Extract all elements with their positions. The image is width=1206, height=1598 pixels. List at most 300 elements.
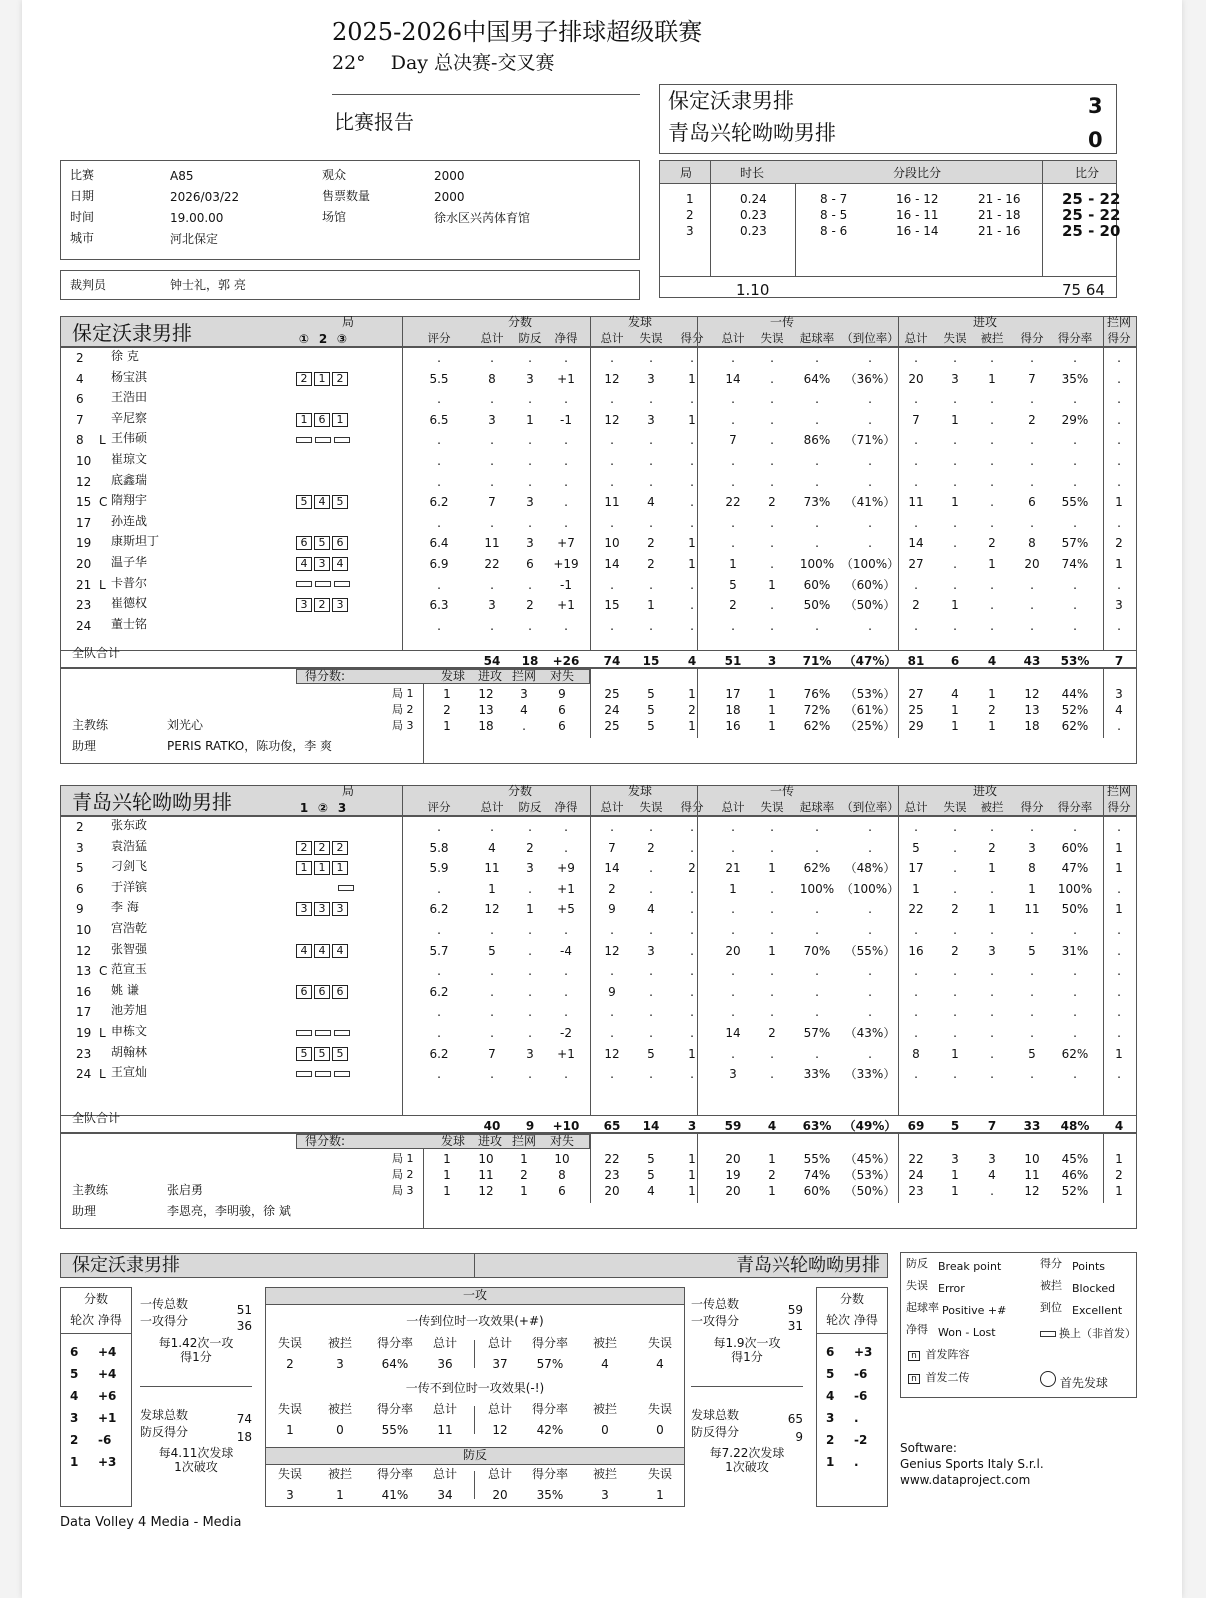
stat-cell: 1 — [768, 577, 776, 592]
stat-cell: +7 — [557, 536, 575, 551]
set-row-cell: 23 — [908, 1184, 924, 1198]
report-heading: 比赛报告 — [334, 110, 414, 134]
set-row-cell: 27 — [908, 687, 924, 701]
mid-value: 64% — [381, 1357, 409, 1371]
mid-head: 被拦 — [327, 1467, 352, 1481]
stat-cell: . — [953, 923, 957, 937]
stat-cell: . — [610, 577, 614, 592]
player-name: 董士铭 — [111, 616, 148, 631]
set-row-cell: 1 — [520, 1152, 528, 1166]
set-row-cell: 10 — [478, 1152, 494, 1166]
stat-cell: 2 — [951, 902, 959, 917]
referee-label: 裁判员 — [70, 278, 107, 292]
fp-value: 31 — [787, 1319, 803, 1333]
set-row-cell: 18 — [478, 719, 494, 733]
stat-cell: 5 — [1028, 943, 1036, 958]
stat-cell: . — [914, 351, 918, 365]
set-row-cell: 52% — [1061, 703, 1089, 717]
player-name: 隋翔宇 — [111, 493, 148, 508]
set-row-cell: 74% — [803, 1168, 831, 1182]
mid-head: 得分率 — [376, 1336, 413, 1350]
total-cell: 7 — [1114, 654, 1124, 668]
legend-value: Points — [1072, 1260, 1106, 1273]
total-cell: 59 — [724, 1119, 742, 1133]
set-row-cell: 1 — [768, 703, 776, 717]
stat-cell: . — [990, 1005, 994, 1020]
stat-cell: . — [914, 923, 918, 937]
stat-cell: 5.5 — [429, 371, 449, 386]
stat-cell: 11 — [604, 495, 620, 510]
stat-cell: . — [690, 433, 694, 448]
rotation-number: 2 — [70, 1433, 79, 1447]
position-box: 2 — [296, 841, 312, 855]
tickets-sold: 2000 — [434, 190, 465, 204]
set-row-cell: 55% — [803, 1152, 831, 1166]
stat-cell: 1 — [988, 557, 996, 571]
stat-cell: . — [1117, 515, 1121, 530]
stat-cell: 3 — [1115, 598, 1123, 613]
total-label: 全队合计 — [72, 1111, 121, 1125]
set-row-cell: 1 — [768, 719, 776, 733]
stat-cell: 5.7 — [429, 943, 449, 958]
set-row-cell: 18 — [1024, 719, 1040, 733]
stat-cell: . — [490, 433, 494, 448]
set-row-cell: 46% — [1061, 1168, 1089, 1182]
stat-cell: 3 — [526, 1046, 534, 1061]
player-name: 申栋文 — [111, 1024, 148, 1038]
stat-cell: 1 — [912, 881, 920, 896]
stat-cell: . — [990, 820, 994, 834]
stat-cell: . — [564, 392, 568, 407]
set-row-cell: . — [1117, 719, 1121, 733]
stat-cell: . — [1117, 943, 1121, 958]
player-name: 王伟硕 — [111, 431, 148, 446]
stat-cell: . — [953, 351, 957, 365]
stat-cell: . — [868, 840, 872, 855]
total-rule — [60, 650, 1137, 651]
col-subhead: 总计 — [904, 800, 928, 814]
starting-positions — [296, 1066, 353, 1080]
mid-value: 55% — [381, 1423, 409, 1437]
stat-cell: . — [564, 820, 568, 834]
position-box: 6 — [332, 985, 348, 999]
stat-cell: . — [815, 454, 819, 468]
stat-cell: . — [564, 840, 568, 855]
set-score: 25 - 20 — [1062, 222, 1121, 240]
software-url: www.dataproject.com — [900, 1473, 1031, 1487]
stat-cell: 1 — [1115, 840, 1123, 855]
rotation-number: 4 — [826, 1389, 835, 1403]
starting-positions — [296, 984, 350, 999]
position-box: 4 — [332, 944, 348, 958]
side-rule — [140, 1386, 252, 1387]
total-cell: 4 — [987, 654, 997, 668]
stat-cell: +19 — [553, 557, 579, 571]
info-label: 观众 — [322, 168, 347, 182]
player-number: 2 — [76, 820, 84, 834]
rotation-net: +4 — [98, 1367, 117, 1381]
set-partial-1: 8 - 7 — [820, 192, 848, 206]
stat-cell: . — [690, 902, 694, 917]
mid-head: 被拦 — [592, 1402, 617, 1416]
start-legend — [906, 1348, 970, 1362]
fa-label: 一传总数 — [691, 1297, 740, 1311]
set-row-cell: 10 — [554, 1152, 570, 1166]
stat-cell: 1 — [768, 943, 776, 958]
info-label: 日期 — [70, 189, 95, 203]
sets-sub-head: 对失 — [549, 1134, 574, 1148]
player-number: 19 — [76, 536, 92, 551]
stat-cell: . — [770, 557, 774, 571]
referee-names: 钟士礼，郭 亮 — [170, 278, 246, 292]
rotation-number: 1 — [826, 1455, 835, 1469]
stat-cell: . — [1030, 964, 1034, 979]
stat-cell: 1 — [1115, 861, 1123, 876]
set-marks — [296, 800, 353, 816]
stat-cell: . — [649, 861, 653, 876]
stat-cell: 3 — [526, 861, 534, 876]
match-day: 22° Day 总决赛-交叉赛 — [332, 52, 555, 74]
set-mark: 2 — [318, 332, 328, 346]
mid-head: 失误 — [647, 1336, 672, 1350]
stat-cell: . — [914, 433, 918, 448]
stat-cell: . — [731, 902, 735, 917]
stat-cell: （60%） — [844, 577, 896, 592]
stat-cell: 35% — [1061, 371, 1089, 386]
stat-cell: . — [437, 454, 441, 468]
stat-cell: . — [528, 351, 532, 365]
stat-cell: . — [610, 1067, 614, 1082]
stat-cell: . — [437, 515, 441, 530]
stat-cell: . — [437, 964, 441, 979]
first-serve-text: 首先发球 — [1059, 1376, 1108, 1390]
stat-cell: . — [610, 454, 614, 468]
stat-cell: 7 — [488, 495, 496, 510]
stat-cell: . — [649, 392, 653, 407]
mid-value: 35% — [536, 1488, 564, 1502]
legend-value: Excellent — [1072, 1304, 1123, 1317]
position-box: 3 — [314, 902, 330, 916]
stat-cell: 3 — [647, 943, 655, 958]
stat-cell: . — [490, 618, 494, 633]
stat-cell: 4 — [488, 840, 496, 855]
legend-key: 得分 — [1040, 1257, 1062, 1270]
stat-cell: 3 — [729, 1067, 737, 1082]
stat-cell: . — [690, 840, 694, 855]
venue: 徐水区兴芮体育馆 — [434, 211, 531, 225]
mid-head: 失误 — [277, 1402, 302, 1416]
total-cell: +10 — [552, 1119, 580, 1133]
mid-head: 失误 — [647, 1467, 672, 1481]
referee-box — [60, 270, 640, 300]
stat-cell: （71%） — [844, 433, 896, 448]
stat-cell: . — [770, 1067, 774, 1082]
fa-note: 每1.42次一攻 得1分 — [158, 1336, 234, 1364]
first-serve-legend — [1040, 1371, 1108, 1390]
stat-cell: . — [1117, 1005, 1121, 1020]
stat-cell: . — [437, 351, 441, 365]
col-subhead: 得分 — [680, 331, 704, 345]
stat-cell: . — [690, 923, 694, 937]
substitute-icon — [1040, 1331, 1056, 1337]
sets-sub-head: 得分数: — [304, 669, 346, 683]
set-row-cell: 12 — [478, 1184, 494, 1198]
stat-cell: . — [815, 1005, 819, 1020]
total-cell: （49%） — [843, 1119, 897, 1133]
stat-cell: . — [1030, 474, 1034, 489]
stat-cell: . — [770, 454, 774, 468]
total-rule — [60, 1115, 1137, 1116]
stat-cell: 3 — [526, 371, 534, 386]
mid-value: 0 — [656, 1423, 664, 1437]
substitute-mark — [315, 1071, 331, 1077]
band-divider — [474, 1253, 475, 1278]
mid-value: 0 — [336, 1423, 344, 1437]
set-row-cell: 24 — [908, 1168, 924, 1182]
stat-cell: +1 — [557, 881, 575, 896]
stat-cell: . — [770, 1046, 774, 1061]
col-divider — [402, 785, 403, 1115]
stat-cell: 64% — [803, 371, 831, 386]
col-subhead: 失误 — [943, 331, 967, 345]
stat-cell: -1 — [560, 412, 572, 427]
col-subhead: 得分 — [1107, 331, 1131, 345]
set-number: 1 — [686, 192, 694, 206]
set-row-cell: 5 — [647, 703, 655, 717]
stat-cell: . — [990, 1046, 994, 1061]
stat-cell: 7 — [912, 412, 920, 427]
stat-cell: . — [953, 454, 957, 468]
stat-cell: 60% — [1061, 840, 1089, 855]
stat-cell: . — [528, 1005, 532, 1020]
first-attack-title: 一攻 — [462, 1288, 487, 1302]
set-partial-3: 21 - 16 — [978, 192, 1021, 206]
stat-cell: 2 — [729, 598, 737, 613]
set-row-cell: （53%） — [844, 687, 896, 701]
stat-cell: 16 — [908, 943, 924, 958]
position-box: 5 — [314, 1047, 330, 1061]
position-box: 2 — [314, 598, 330, 612]
sv-value: 74 — [236, 1412, 252, 1426]
rotation-net: -6 — [98, 1433, 112, 1447]
stat-cell: . — [815, 1046, 819, 1061]
mid-head: 得分率 — [531, 1402, 568, 1416]
stat-cell: . — [690, 984, 694, 999]
set-number: 2 — [686, 208, 694, 222]
stat-cell: 2 — [1115, 536, 1123, 551]
substitute-mark — [296, 1030, 312, 1036]
stat-cell: . — [490, 474, 494, 489]
side-rule — [691, 1386, 803, 1387]
stat-cell: . — [690, 392, 694, 407]
rotation-number: 5 — [70, 1367, 79, 1381]
stat-cell: . — [1073, 392, 1077, 407]
stat-cell: . — [528, 1067, 532, 1082]
stat-cell: . — [690, 351, 694, 365]
stat-cell: 3 — [526, 536, 534, 551]
stat-cell: . — [731, 840, 735, 855]
set-row-label: 局 3 — [392, 1184, 414, 1197]
home-team-name: 保定沃隶男排 — [668, 89, 794, 113]
sets-head-score: 比分 — [1075, 166, 1100, 180]
stat-cell: 2 — [951, 943, 959, 958]
match-city: 河北保定 — [170, 232, 219, 246]
info-labels — [70, 165, 94, 249]
mid-head: 被拦 — [327, 1336, 352, 1350]
sets-sub-head: 发球 — [440, 669, 465, 683]
total-cell: 74 — [603, 654, 621, 668]
legend-key: 失误 — [906, 1279, 928, 1292]
total-cell: 5 — [950, 1119, 960, 1133]
player-role: L — [99, 1067, 106, 1082]
stat-cell: （43%） — [844, 1026, 896, 1040]
stat-cell: . — [868, 984, 872, 999]
set-row-cell: 19 — [725, 1168, 741, 1182]
match-code: A85 — [170, 169, 194, 183]
stat-cell: . — [649, 820, 653, 834]
col-subhead: 总计 — [904, 331, 928, 345]
assistant-names: PERIS RATKO，陈功俊，李 爽 — [167, 739, 333, 753]
stat-cell: . — [690, 495, 694, 510]
stat-cell: . — [770, 1005, 774, 1020]
footer-text: Data Volley 4 Media - Media — [60, 1515, 242, 1530]
rotation-number: 6 — [826, 1345, 835, 1359]
sets-head-partial: 分段比分 — [893, 166, 942, 180]
set-row-cell: 3 — [1115, 687, 1123, 701]
col-subhead: 总计 — [600, 331, 624, 345]
stat-cell: 1 — [688, 536, 696, 551]
stat-cell: . — [770, 392, 774, 407]
stat-cell: . — [1073, 984, 1077, 999]
stat-cell: 3 — [488, 598, 496, 613]
stat-cell: . — [437, 618, 441, 633]
stat-cell: . — [437, 1026, 441, 1040]
stat-cell: . — [690, 1005, 694, 1020]
stat-cell: . — [953, 1026, 957, 1040]
col-subhead: 总计 — [721, 331, 745, 345]
total-cell: 4 — [767, 1119, 777, 1133]
stat-cell: （100%） — [840, 557, 900, 571]
set-row-cell: 2 — [688, 703, 696, 717]
stat-cell: . — [868, 536, 872, 551]
mid-value: 42% — [536, 1423, 564, 1437]
stat-cell: . — [528, 392, 532, 407]
set-row-cell: 1 — [1115, 1152, 1123, 1166]
set-row-cell: 12 — [478, 687, 494, 701]
stat-cell: . — [731, 984, 735, 999]
position-box: 5 — [296, 1047, 312, 1061]
rotation-number: 3 — [826, 1411, 835, 1425]
rotation-number: 4 — [70, 1389, 79, 1403]
stat-cell: . — [1117, 984, 1121, 999]
stat-cell: . — [1030, 454, 1034, 468]
stat-cell: 6 — [526, 557, 534, 571]
mid-head: 得分率 — [531, 1467, 568, 1481]
stat-cell: . — [953, 577, 957, 592]
total-cell: 3 — [767, 654, 777, 668]
stat-cell: 1 — [526, 412, 534, 427]
total-cell: +26 — [552, 654, 580, 668]
total-cell: 3 — [687, 1119, 697, 1133]
stat-cell: 7 — [1028, 371, 1036, 386]
set-row-cell: 1 — [688, 719, 696, 733]
stat-cell: 50% — [1061, 902, 1089, 917]
stat-cell: . — [731, 923, 735, 937]
stat-cell: . — [914, 1005, 918, 1020]
team-table-box — [60, 316, 1137, 668]
stat-cell: . — [914, 1026, 918, 1040]
stat-cell: . — [731, 1046, 735, 1061]
stat-cell: 3 — [647, 371, 655, 386]
stat-cell: . — [690, 454, 694, 468]
set-mark: ① — [298, 332, 310, 346]
stat-cell: . — [990, 618, 994, 633]
away-sets-won: 0 — [1088, 128, 1103, 152]
stat-cell: . — [490, 820, 494, 834]
starting-positions — [296, 535, 350, 550]
player-name: 王浩田 — [111, 390, 148, 405]
total-cell: 7 — [987, 1119, 997, 1133]
total-cell: 40 — [483, 1119, 501, 1133]
stat-cell: . — [690, 598, 694, 613]
sets-sub-head: 拦网 — [511, 669, 536, 683]
stat-cell: 47% — [1061, 861, 1089, 876]
col-subhead: 防反 — [518, 800, 542, 814]
starting-positions — [296, 494, 350, 509]
set-row-cell: 4 — [520, 703, 528, 717]
player-number: 13 — [76, 964, 92, 979]
stat-cell: 11 — [484, 861, 500, 876]
stat-cell: 73% — [803, 495, 831, 510]
stat-cell: . — [770, 598, 774, 613]
substitute-mark — [334, 581, 350, 587]
stat-cell: . — [1073, 474, 1077, 489]
legend-key: 起球率 — [906, 1301, 939, 1314]
stat-cell: 22 — [484, 557, 500, 571]
set-row-cell: 1 — [688, 1184, 696, 1198]
stat-cell: 14 — [604, 557, 620, 571]
stat-cell: . — [1117, 881, 1121, 896]
stat-cell: . — [528, 923, 532, 937]
stat-cell: . — [1030, 577, 1034, 592]
stat-cell: 1 — [768, 861, 776, 876]
mid-head: 被拦 — [592, 1467, 617, 1481]
legend-value: Blocked — [1072, 1282, 1116, 1295]
stat-cell: . — [1117, 371, 1121, 386]
stat-cell: . — [953, 618, 957, 633]
stat-cell: . — [990, 881, 994, 896]
starting-positions — [296, 860, 350, 875]
col-head-attack: 进攻 — [972, 784, 997, 798]
col-head-score: 分数 — [507, 315, 532, 329]
stat-cell: . — [610, 964, 614, 979]
total-cell: 18 — [521, 654, 539, 668]
stat-cell: 1 — [729, 557, 737, 571]
fp-label: 一攻得分 — [140, 1314, 189, 1328]
stat-cell: 1 — [688, 557, 696, 571]
rotation-net: +1 — [98, 1411, 117, 1425]
stat-cell: . — [1117, 1067, 1121, 1082]
stat-cell: . — [490, 984, 494, 999]
stat-cell: 9 — [608, 902, 616, 917]
set-row-cell: 1 — [768, 1184, 776, 1198]
player-name: 池芳旭 — [111, 1003, 148, 1018]
stat-cell: 57% — [803, 1026, 831, 1040]
stat-cell: . — [815, 536, 819, 551]
stat-cell: . — [564, 433, 568, 448]
stat-cell: . — [731, 454, 735, 468]
set-row-cell: 1 — [443, 687, 451, 701]
